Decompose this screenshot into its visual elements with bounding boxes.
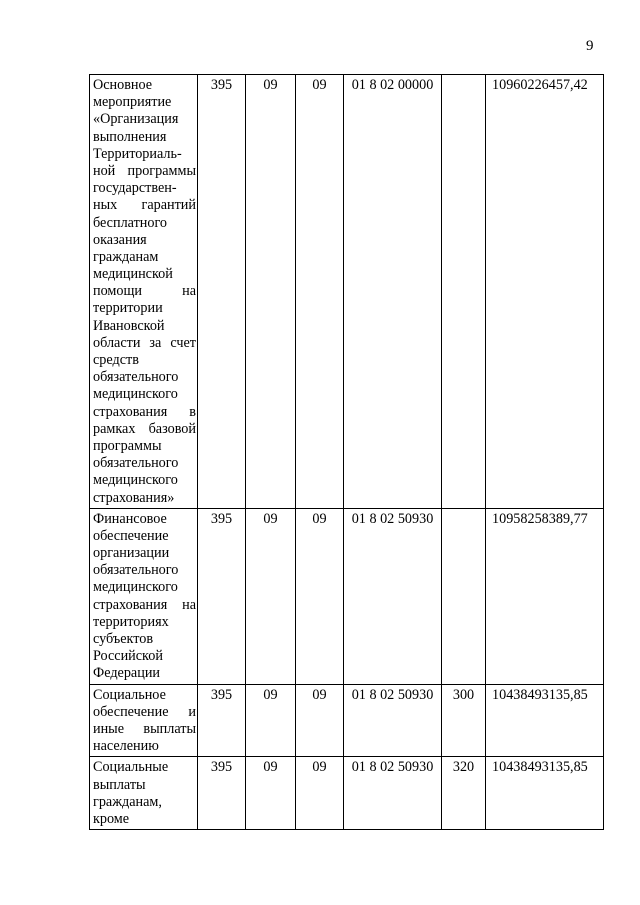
row-name-line: Социальные: [93, 759, 169, 776]
amount-cell: 10960226457,42: [486, 75, 604, 509]
expense-type-cell: [442, 75, 486, 509]
row-name-line: обязательного: [93, 369, 179, 386]
row-name-line: помощи на: [93, 283, 196, 300]
row-name-line: страхования в: [93, 403, 196, 420]
row-name-line: территориях: [93, 613, 169, 630]
row-name-line: выплаты: [93, 776, 146, 793]
target-article-cell: 01 8 02 50930: [344, 684, 442, 757]
budget-table: [89, 74, 604, 830]
amount-cell: 10958258389,77: [486, 508, 604, 684]
row-name-line: оказания: [93, 231, 147, 248]
table-body: [90, 75, 604, 830]
expense-type-cell: [442, 508, 486, 684]
table-row: [90, 757, 604, 830]
row-name-line: обеспечение и: [93, 703, 196, 720]
row-name-line: ных гарантий: [93, 197, 196, 214]
table-row: [90, 508, 604, 684]
row-name-line: мероприятие: [93, 94, 172, 111]
row-name-line: кроме: [93, 810, 130, 827]
target-article-cell: 01 8 02 00000: [344, 75, 442, 509]
ministry-code-cell: 395: [198, 757, 246, 830]
amount-cell: 10438493135,85: [486, 684, 604, 757]
row-name-line: рамках базовой: [93, 420, 196, 437]
row-name-line: медицинского: [93, 386, 178, 403]
row-name-line: медицинского: [93, 472, 178, 489]
row-name-line: бесплатного: [93, 214, 168, 231]
expense-type-cell: 300: [442, 684, 486, 757]
row-name-line: гражданам,: [93, 793, 162, 810]
row-name-line: Финансовое: [93, 510, 167, 527]
ministry-code-cell: 395: [198, 684, 246, 757]
row-name-line: Федерации: [93, 665, 161, 682]
table-row: [90, 75, 604, 509]
row-name-line: субъектов: [93, 631, 154, 647]
row-name-line: иные выплаты: [93, 720, 196, 737]
row-name-line: медицинской: [93, 266, 173, 283]
row-name-line: страхования на: [93, 596, 196, 613]
row-name-line: обеспечение: [93, 527, 169, 544]
section-code-cell: 09: [246, 757, 296, 830]
amount-cell: 10438493135,85: [486, 757, 604, 830]
row-name-line: выполнения: [93, 128, 167, 145]
row-name-line: Российской: [93, 648, 163, 665]
page-number: 9: [586, 38, 594, 54]
section-code-cell: 09: [246, 75, 296, 509]
row-name-line: обязательного: [93, 455, 179, 472]
subsection-code-cell: 09: [296, 508, 344, 684]
row-name-line: страхования»: [93, 489, 175, 506]
row-name-line: организации: [93, 545, 170, 562]
subsection-code-cell: 09: [296, 75, 344, 509]
ministry-code-cell: 395: [198, 508, 246, 684]
row-name-line: населению: [93, 738, 159, 755]
subsection-code-cell: 09: [296, 757, 344, 830]
row-name-line: Социальное: [93, 686, 166, 703]
row-name-line: гражданам: [93, 248, 159, 265]
row-name-line: программы: [93, 437, 162, 454]
expense-type-cell: 320: [442, 757, 486, 830]
row-name-cell: [90, 757, 198, 830]
row-name-cell: [90, 684, 198, 757]
row-name-line: медицинского: [93, 579, 178, 596]
subsection-code-cell: 09: [296, 684, 344, 757]
row-name-line: обязательного: [93, 562, 179, 579]
row-name-line: государствен-: [93, 180, 177, 197]
row-name-line: средств: [93, 352, 139, 368]
row-name-line: территории: [93, 300, 163, 317]
row-name-line: «Организация: [93, 111, 179, 128]
target-article-cell: 01 8 02 50930: [344, 508, 442, 684]
row-name-line: ной программы: [93, 162, 196, 179]
row-name-line: Основное: [93, 77, 153, 93]
ministry-code-cell: 395: [198, 75, 246, 509]
section-code-cell: 09: [246, 508, 296, 684]
row-name-cell: [90, 508, 198, 684]
section-code-cell: 09: [246, 684, 296, 757]
table-row: [90, 684, 604, 757]
row-name-cell: [90, 75, 198, 509]
target-article-cell: 01 8 02 50930: [344, 757, 442, 830]
row-name-line: Территориаль-: [93, 145, 182, 162]
row-name-line: области за счет: [93, 334, 196, 351]
row-name-line: Ивановской: [93, 317, 165, 334]
